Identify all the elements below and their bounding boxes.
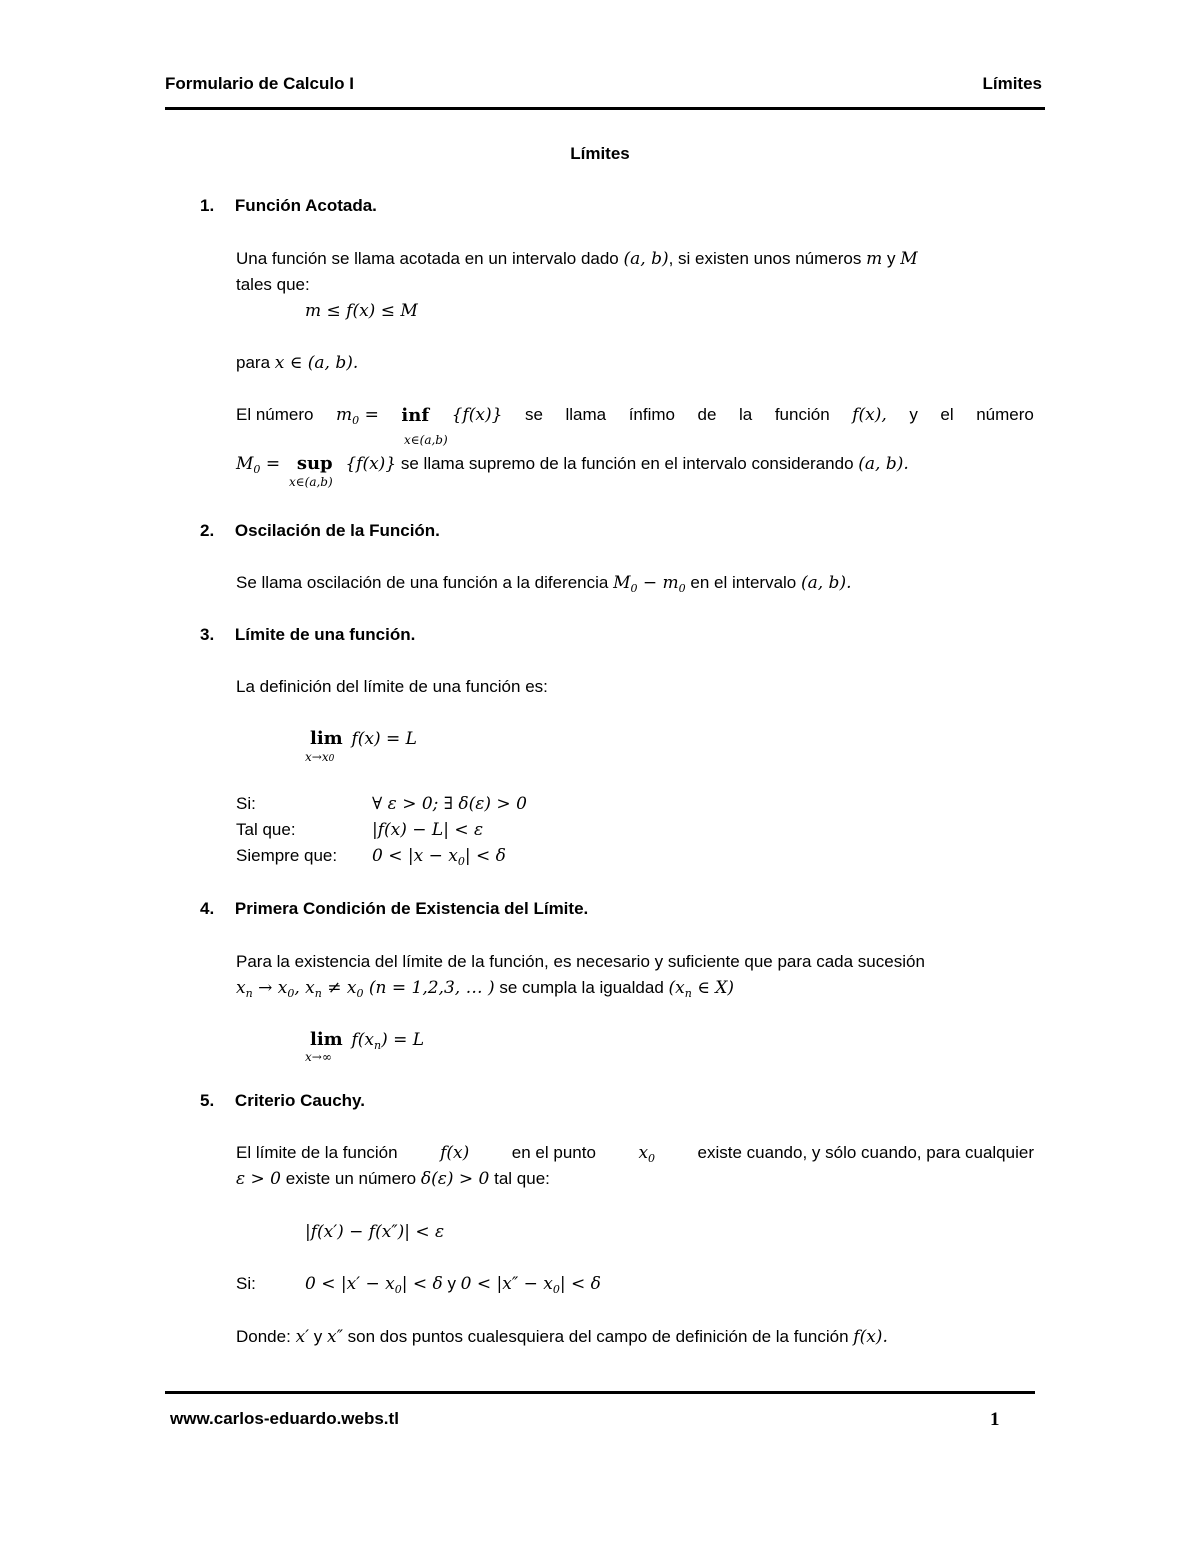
sup-subscript: x∈(a,b)	[289, 475, 333, 489]
s5-line2	[236, 1169, 550, 1189]
section-4-heading	[200, 899, 588, 919]
text: en el intervalo	[690, 573, 797, 592]
page-number: 1	[990, 1409, 1000, 1430]
math: ε > 0	[236, 1169, 281, 1189]
s5-si-math	[305, 1274, 601, 1296]
text: para	[236, 353, 271, 372]
s3-siempre-label: Siempre que:	[236, 846, 338, 865]
s3-si-math: ∀ ε > 0; ∃ δ(ε) > 0	[372, 794, 527, 814]
math: {f(x)}	[345, 454, 397, 474]
math: $M_0 - m_0$	[613, 573, 686, 595]
math: $M_0$ =	[236, 454, 281, 476]
s1-paragraph-line1	[236, 249, 918, 269]
section-number: 2.	[200, 521, 215, 540]
math: f(x).	[853, 1327, 888, 1347]
s3-tal-label: Tal que:	[236, 820, 296, 839]
math: ($x_n$ ∈ X)	[668, 978, 734, 1000]
math: $m_0$ =	[336, 405, 379, 427]
page-title: Límites	[570, 144, 630, 163]
text: y	[886, 249, 896, 268]
s5-donde-line	[236, 1327, 888, 1347]
text: existe cuando, y sólo cuando, para cualquier	[697, 1143, 1034, 1162]
s1-para-line	[236, 353, 358, 373]
math: f(x),	[852, 405, 887, 425]
section-number: 5.	[200, 1091, 215, 1110]
section-number: 1.	[200, 196, 215, 215]
lim-operator: lim	[310, 728, 343, 749]
sup-operator: sup	[296, 453, 333, 474]
inf-subscript: x∈(a,b)	[404, 433, 448, 447]
section-title: Primera Condición de Existencia del Límite.	[234, 899, 589, 918]
section-number: 4.	[200, 899, 215, 918]
math: x ∈ (a, b).	[274, 353, 359, 373]
s1-inequality: m ≤ f(x) ≤ M	[305, 301, 418, 321]
math: x″	[326, 1327, 343, 1347]
s3-si-label: Si:	[236, 794, 256, 813]
text: en el punto	[511, 1143, 596, 1162]
text: El número	[236, 405, 314, 424]
s5-cauchy-inequality: |f(x′) − f(x″)| < ε	[305, 1222, 445, 1242]
s4-limit-formula	[310, 1029, 424, 1052]
s4-line1: Para la existencia del límite de la función, es necesario y suficiente que para cada sucesión	[236, 952, 925, 971]
section-title: Criterio Cauchy.	[234, 1091, 365, 1110]
inf-operator: inf	[401, 405, 430, 426]
math: (a, b).	[800, 573, 852, 593]
s1-supremum-line	[236, 453, 909, 476]
text: Donde:	[236, 1327, 291, 1346]
lim-operator: lim	[310, 1029, 343, 1050]
math: (a, b)	[623, 249, 669, 269]
section-title: Límite de una función.	[234, 625, 416, 644]
math: $f(x_n) = L$	[351, 1030, 425, 1052]
s1-paragraph-line2: tales que:	[236, 275, 310, 294]
text: Una función se llama acotada en un intervalo dado	[236, 249, 619, 268]
text: existe un número	[285, 1169, 417, 1188]
s5-si-label: Si:	[236, 1274, 256, 1293]
section-title: Función Acotada.	[234, 196, 377, 215]
math: m	[866, 249, 883, 269]
math: f(x)	[440, 1143, 470, 1163]
s3-siempre-math: $0 < |x - x_0| < \delta$	[372, 846, 506, 868]
math: {f(x)}	[451, 405, 503, 425]
text: Se llama oscilación de una función a la diferencia	[236, 573, 609, 592]
text: y	[447, 1274, 456, 1293]
math: x′	[295, 1327, 310, 1347]
footer-rule	[165, 1391, 1035, 1394]
text: son dos puntos cualesquiera del campo de definición de la función	[347, 1327, 849, 1346]
lim-subscript: x→∞	[305, 1050, 332, 1064]
math: f(x) = L	[351, 729, 417, 749]
s3-intro: La definición del límite de una función es:	[236, 677, 548, 696]
section-3-heading	[200, 625, 415, 645]
header-right: Límites	[982, 74, 1042, 93]
s3-limit-formula	[310, 728, 417, 749]
math: δ(ε) > 0	[420, 1169, 490, 1189]
s4-line2	[236, 978, 734, 1000]
text: , si existen unos números	[668, 249, 862, 268]
math: $x_0$	[638, 1143, 656, 1165]
section-5-heading	[200, 1091, 365, 1111]
footer-url[interactable]: www.carlos-eduardo.webs.tl	[170, 1409, 399, 1428]
math: $0 < |x' - x_0| < \delta$	[305, 1274, 443, 1296]
s3-tal-math: |f(x) − L| < ε	[372, 820, 484, 840]
section-2-heading	[200, 521, 440, 541]
s5-line1	[236, 1143, 1034, 1165]
s2-paragraph	[236, 573, 851, 595]
text: y	[313, 1327, 323, 1346]
text: tal que:	[494, 1169, 550, 1188]
math: (a, b).	[858, 454, 909, 474]
math: $0 < |x'' - x_0| < \delta$	[460, 1274, 601, 1296]
math: $x_n \to x_0$, $x_n \ne x_0$ (n = 1,2,3, … )	[236, 978, 495, 1000]
text: se cumpla la igualdad	[499, 978, 664, 997]
math: M	[900, 249, 918, 269]
section-1-heading	[200, 196, 377, 216]
lim-subscript: x→x0	[305, 750, 335, 764]
text: se llama supremo de la función en el intervalo considerando	[400, 454, 854, 473]
header-rule	[165, 107, 1045, 110]
section-number: 3.	[200, 625, 215, 644]
s1-infimum-line: El número $m_0$ = inf {f(x)} se llama ínfimo de la función f(x), y el número	[236, 405, 1034, 427]
header-left: Formulario de Calculo I	[165, 74, 354, 93]
section-title: Oscilación de la Función.	[234, 521, 440, 540]
text: El límite de la función	[236, 1143, 398, 1162]
